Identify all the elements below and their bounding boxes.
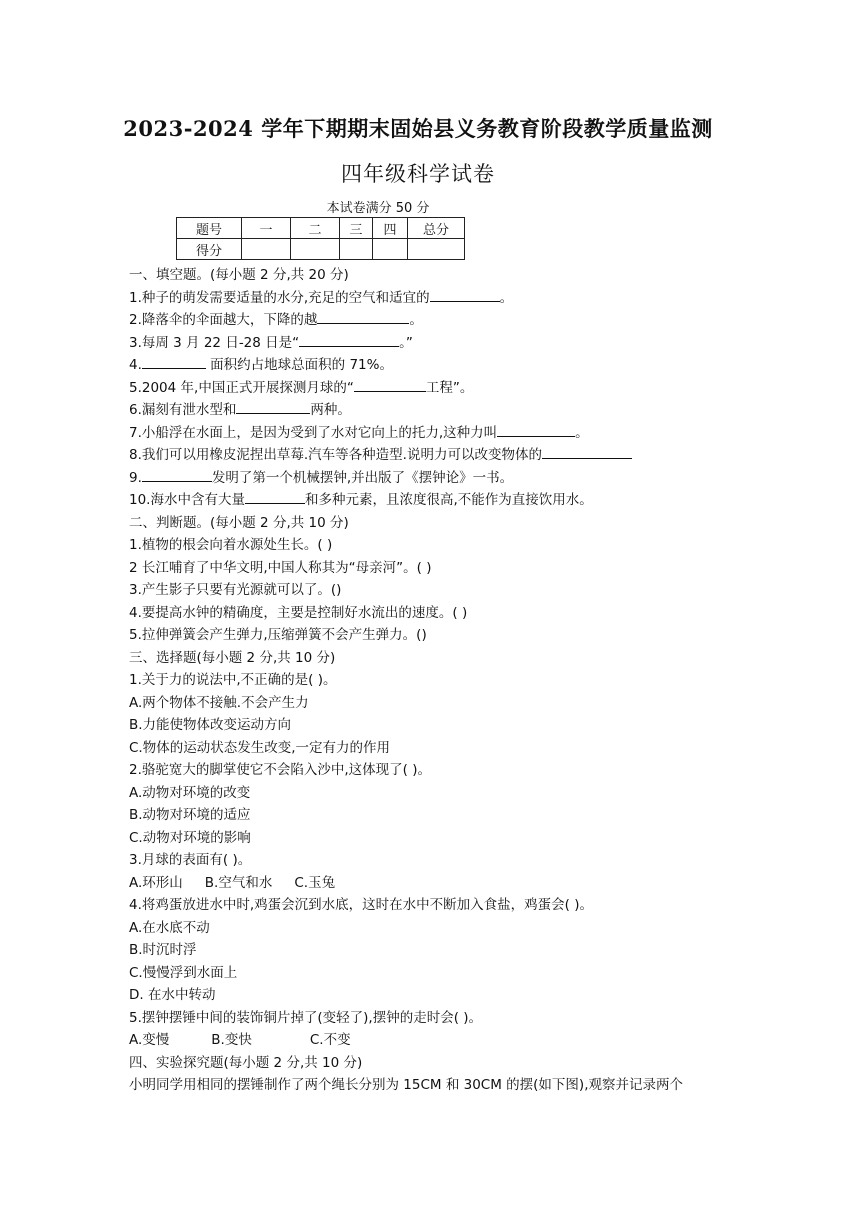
exam-title: 2023-2024 学年下期期末固始县义务教育阶段教学质量监测 <box>123 116 713 141</box>
fill-question-10 <box>129 489 829 512</box>
exam-body <box>129 264 829 1097</box>
choice-option-c: C.玉兔 <box>294 874 336 891</box>
fill-question-9 <box>129 467 829 490</box>
fill-question-6 <box>129 399 829 422</box>
choice-option-a: A.动物对环境的改变 <box>129 784 251 801</box>
question-text: 2.降落伞的伞面越大，下降的越 <box>129 312 318 328</box>
choice-question-5-stem: 5.摆钟摆锤中间的装饰铜片掉了(变轻了),摆钟的走时会( )。 <box>129 1009 483 1026</box>
answer-blank[interactable] <box>497 422 575 437</box>
choice-question-3-stem: 3.月球的表面有( )。 <box>129 852 252 868</box>
fill-question-5 <box>129 377 829 400</box>
choice-option-c: C.物体的运动状态发生改变,一定有力的作用 <box>129 739 391 756</box>
section-2-heading: 二、判断题。(每小题 2 分,共 10 分) <box>129 514 349 531</box>
question-text-tail: 。” <box>399 334 413 351</box>
choice-option-a: A.环形山 <box>129 874 183 891</box>
score-cell-1[interactable] <box>242 239 291 260</box>
choice-option-a: A.两个物体不接触.不会产生力 <box>129 694 309 711</box>
question-text: 6.漏刻有泄水型和 <box>129 402 237 418</box>
choice-question-5-options <box>129 1029 829 1052</box>
fill-question-7 <box>129 422 829 445</box>
fill-question-8 <box>129 444 829 467</box>
cell-section-2: 二 <box>291 218 340 239</box>
score-cell-4[interactable] <box>373 239 408 260</box>
answer-blank[interactable] <box>542 444 632 459</box>
question-text: 9. <box>129 469 142 486</box>
fill-question-3 <box>129 332 829 355</box>
judge-question-5: 5.拉伸弹簧会产生弹力,压缩弹簧不会产生弹力。() <box>129 627 427 643</box>
choice-option-c: C.动物对环境的影响 <box>129 829 251 846</box>
section-1-heading: 一、填空题。(每小题 2 分,共 20 分) <box>129 267 349 283</box>
judge-question-2: 2 长江哺育了中华文明,中国人称其为“母亲河”。( ) <box>129 559 432 576</box>
fill-question-4 <box>129 354 829 377</box>
question-text: 10.海水中含有大量 <box>129 492 245 508</box>
score-cell-2[interactable] <box>291 239 340 260</box>
choice-option-a: A.在水底不动 <box>129 919 210 936</box>
score-table-score-row <box>177 239 465 260</box>
answer-blank[interactable] <box>236 399 310 414</box>
question-text: 8.我们可以用橡皮泥捏出草莓.汽车等各种造型.说明力可以改变物体的 <box>129 447 542 463</box>
question-text-tail: 。 <box>575 424 589 441</box>
judge-question-3: 3.产生影子只要有光源就可以了。() <box>129 582 342 598</box>
answer-blank[interactable] <box>354 377 426 392</box>
question-text-tail: 发明了第一个机械摆钟,并出版了《摆钟论》一书。 <box>211 469 514 486</box>
cell-section-4: 四 <box>373 218 408 239</box>
section-3-heading: 三、选择题(每小题 2 分,共 10 分) <box>129 649 336 666</box>
question-text-tail: 。 <box>409 312 423 328</box>
score-table-header-row <box>177 218 465 239</box>
answer-blank[interactable] <box>430 287 500 302</box>
judge-question-4: 4.要提高水钟的精确度，主要是控制好水流出的速度。( ) <box>129 604 468 621</box>
choice-option-b: B.变快 <box>211 1032 252 1048</box>
choice-option-a: A.变慢 <box>129 1032 170 1048</box>
choice-question-3-options <box>129 872 829 895</box>
full-score-note: 本试卷满分 50 分 <box>326 201 430 216</box>
question-text-tail: 和多种元素，且浓度很高,不能作为直接饮用水。 <box>304 492 593 508</box>
choice-option-b: B.力能使物体改变运动方向 <box>129 717 292 733</box>
choice-option-b: B.时沉时浮 <box>129 942 197 958</box>
choice-option-b: B.空气和水 <box>204 874 273 891</box>
cell-section-3: 三 <box>340 218 373 239</box>
question-text-tail: 两种。 <box>310 402 351 418</box>
choice-option-b: B.动物对环境的适应 <box>129 807 251 823</box>
answer-blank[interactable] <box>245 489 305 504</box>
choice-question-2-stem: 2.骆驼宽大的脚掌使它不会陷入沙中,这体现了( )。 <box>129 762 431 778</box>
score-cell-3[interactable] <box>340 239 373 260</box>
score-cell-total[interactable] <box>408 239 465 260</box>
choice-option-d: D. 在水中转动 <box>129 987 216 1003</box>
question-text: 5.2004 年,中国正式开展探测月球的“ <box>129 379 354 396</box>
fill-question-1 <box>129 287 829 310</box>
choice-option-c: C.慢慢浮到水面上 <box>129 964 238 981</box>
answer-blank[interactable] <box>299 332 399 347</box>
choice-question-4-stem: 4.将鸡蛋放进水中时,鸡蛋会沉到水底，这时在水中不断加入食盐，鸡蛋会( )。 <box>129 897 593 913</box>
cell-item-label: 题号 <box>177 218 242 239</box>
question-text: 4. <box>129 357 142 373</box>
score-table <box>176 217 465 260</box>
cell-score-label: 得分 <box>177 239 242 260</box>
question-text-tail: 工程”。 <box>425 379 474 396</box>
fill-question-2 <box>129 309 829 332</box>
choice-question-1-stem: 1.关于力的说法中,不正确的是( )。 <box>129 672 337 688</box>
experiment-intro: 小明同学用相同的摆锤制作了两个绳长分别为 15CM 和 30CM 的摆(如下图),观察并记录两个 <box>129 1077 683 1093</box>
question-text: 1.种子的萌发需要适量的水分,充足的空气和适宜的 <box>129 289 430 306</box>
question-text-tail: 面积约占地球总面积的 71%。 <box>205 357 393 373</box>
section-4-heading: 四、实验探究题(每小题 2 分,共 10 分) <box>129 1054 363 1071</box>
cell-section-1: 一 <box>242 218 291 239</box>
cell-total: 总分 <box>408 218 465 239</box>
judge-question-1: 1.植物的根会向着水源处生长。( ) <box>129 537 333 553</box>
question-text: 3.每周 3 月 22 日-28 日是“ <box>129 334 300 351</box>
answer-blank[interactable] <box>317 309 409 324</box>
question-text-tail: 。 <box>499 289 514 306</box>
answer-blank[interactable] <box>142 354 206 369</box>
exam-subtitle: 四年级科学试卷 <box>341 162 495 186</box>
question-text: 7.小船浮在水面上，是因为受到了水对它向上的托力,这种力叫 <box>129 424 498 441</box>
answer-blank[interactable] <box>142 467 212 482</box>
choice-option-c: C.不变 <box>309 1032 351 1048</box>
